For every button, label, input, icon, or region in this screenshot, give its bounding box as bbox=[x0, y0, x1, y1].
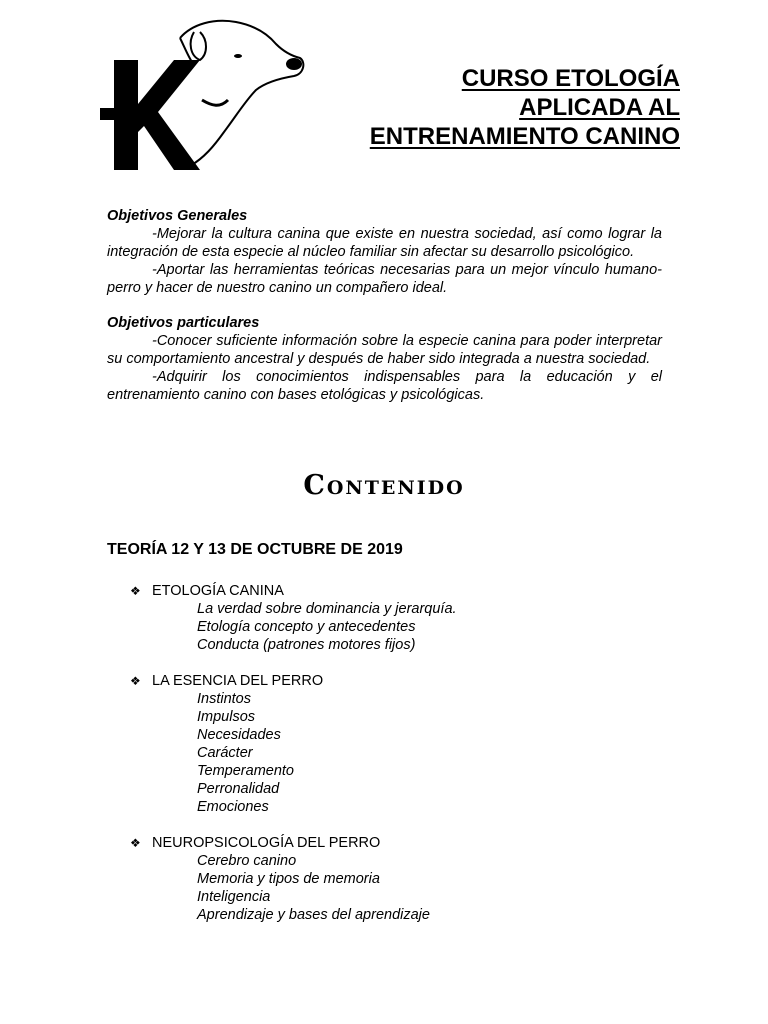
topic-sub-item: Temperamento bbox=[197, 763, 294, 779]
objective-item: -Aportar las herramientas teóricas necesarias para un mejor vínculo humano-perro y hacer de nuestro canino un compañero ideal. bbox=[107, 262, 662, 296]
theory-date-heading: TEORÍA 12 Y 13 DE OCTUBRE DE 2019 bbox=[107, 541, 403, 558]
title-line: CURSO ETOLOGÍA bbox=[461, 65, 680, 92]
topic-item bbox=[130, 582, 457, 654]
general-objectives-heading: Objetivos Generales bbox=[107, 208, 248, 224]
topic-sub-item: Aprendizaje y bases del aprendizaje bbox=[197, 907, 430, 923]
topic-sub-item: La verdad sobre dominancia y jerarquía. bbox=[197, 601, 457, 617]
diamond-bullet-icon: ❖ bbox=[130, 836, 141, 850]
topic-sub-item: Inteligencia bbox=[197, 889, 271, 905]
topic-sub-item: Memoria y tipos de memoria bbox=[197, 871, 380, 887]
topic-sub-item: Instintos bbox=[197, 691, 251, 707]
topic-sub-item: Etología concepto y antecedentes bbox=[197, 619, 416, 635]
objective-item: -Conocer suficiente información sobre la especie canina para poder interpretar su comportamiento ancestral y después de haber sido integrada a nuestra sociedad. bbox=[107, 333, 662, 367]
diamond-bullet-icon: ❖ bbox=[130, 674, 141, 688]
topic-sub-item: Impulsos bbox=[197, 709, 256, 725]
topic-sub-item: Emociones bbox=[197, 799, 269, 815]
title-line: APLICADA AL bbox=[519, 94, 680, 121]
topics-list bbox=[130, 582, 457, 942]
topic-sub-item: Perronalidad bbox=[197, 781, 280, 797]
topic-item bbox=[130, 672, 457, 816]
objectives-section bbox=[107, 207, 662, 404]
particular-objectives-heading: Objetivos particulares bbox=[107, 315, 260, 331]
objective-item: -Mejorar la cultura canina que existe en nuestra sociedad, así como lograr la integración de esta especie al núcleo familiar sin afectar su desarrollo psicológico. bbox=[107, 226, 662, 260]
dog-k-logo bbox=[96, 16, 306, 176]
objective-item: -Adquirir los conocimientos indispensables para la educación y el entrenamiento canino con bases etológicas y psicológicas. bbox=[107, 369, 662, 403]
topic-title: LA ESENCIA DEL PERRO bbox=[152, 673, 324, 689]
title-line: ENTRENAMIENTO CANINO bbox=[369, 123, 680, 150]
course-title bbox=[370, 64, 680, 151]
content-heading: Contenido bbox=[303, 470, 465, 501]
topic-sub-item: Cerebro canino bbox=[197, 853, 297, 869]
topic-title: NEUROPSICOLOGÍA DEL PERRO bbox=[152, 835, 381, 851]
topic-sub-item: Carácter bbox=[197, 745, 253, 761]
topic-item bbox=[130, 834, 457, 924]
diamond-bullet-icon: ❖ bbox=[130, 584, 141, 598]
topic-sub-item: Conducta (patrones motores fijos) bbox=[197, 637, 416, 653]
topic-title: ETOLOGÍA CANINA bbox=[152, 583, 284, 599]
topic-sub-item: Necesidades bbox=[197, 727, 281, 743]
